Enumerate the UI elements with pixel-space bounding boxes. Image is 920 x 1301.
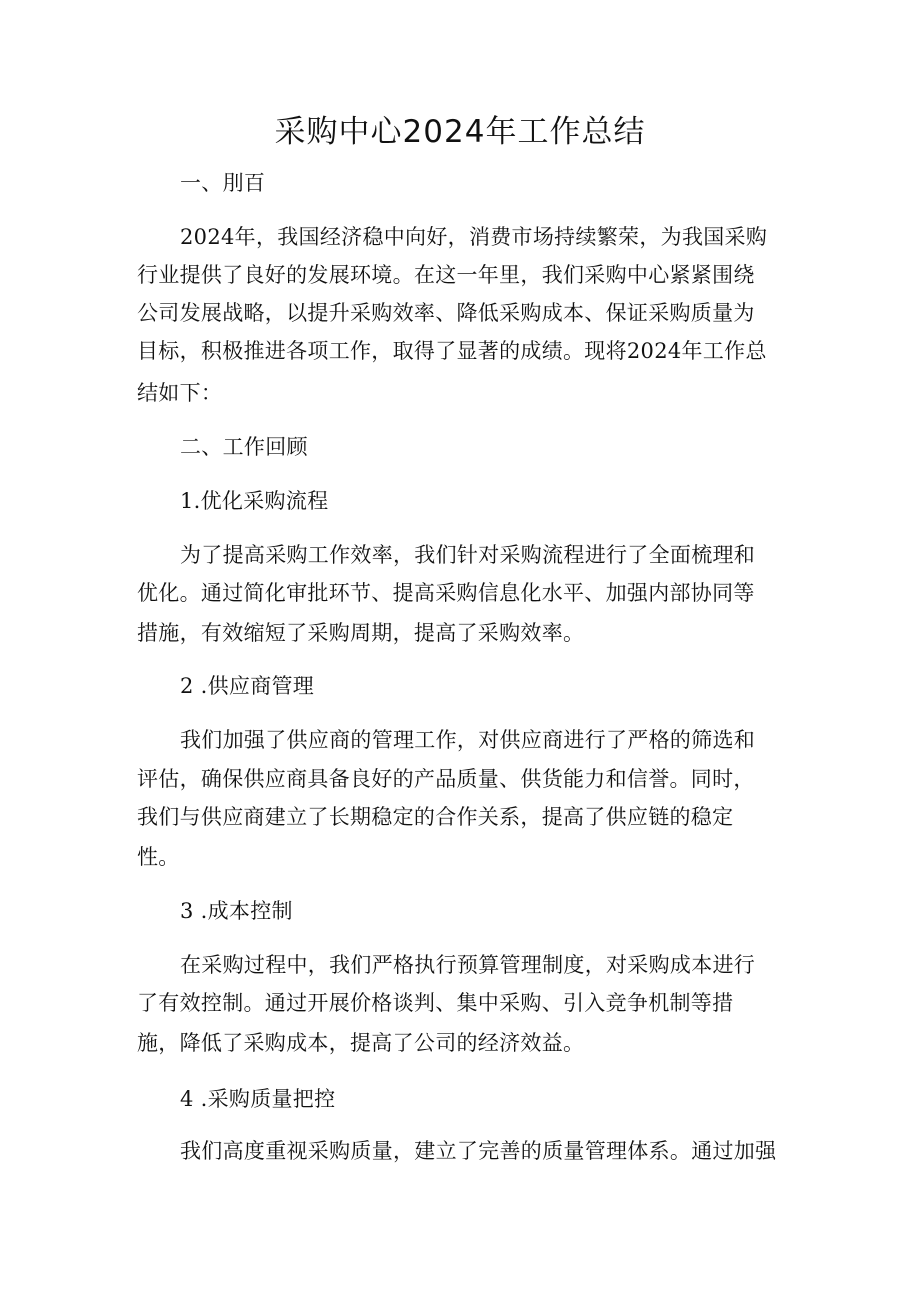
- paragraph-line: 2024年，我国经济稳中向好，消费市场持续繁荣，为我国采购: [180, 225, 768, 249]
- paragraph-line: 评估，确保供应商具备良好的产品质量、供货能力和信誉。同时，: [137, 767, 755, 791]
- paragraph-line: 施，降低了采购成本，提高了公司的经济效益。: [137, 1031, 585, 1055]
- heading-review: 二、工作回顾: [180, 435, 308, 459]
- subheading: 1.优化采购流程: [180, 489, 329, 513]
- paragraph-line: 了有效控制。通过开展价格谈判、集中采购、引入竞争机制等措: [137, 991, 734, 1015]
- paragraph-line: 性。: [137, 845, 180, 869]
- paragraph-line: 结如下：: [137, 381, 223, 405]
- paragraph-line: 行业提供了良好的发展环境。在这一年里，我们采购中心紧紧围绕: [137, 263, 755, 287]
- subheading: 3 .成本控制: [180, 899, 293, 923]
- paragraph-line: 为了提高采购工作效率，我们针对采购流程进行了全面梳理和: [180, 543, 756, 567]
- paragraph-line: 我们高度重视采购质量，建立了完善的质量管理体系。通过加强: [180, 1139, 777, 1163]
- subheading: 4 .采购质量把控: [180, 1087, 336, 1111]
- document-title: 采购中心2024年工作总结: [274, 114, 646, 150]
- paragraph-line: 我们与供应商建立了长期稳定的合作关系，提高了供应链的稳定: [137, 805, 734, 829]
- paragraph-line: 优化。通过简化审批环节、提高采购信息化水平、加强内部协同等: [137, 581, 755, 605]
- paragraph-line: 目标，积极推进各项工作，取得了显著的成绩。现将2024年工作总: [137, 339, 767, 363]
- paragraph-line: 我们加强了供应商的管理工作，对供应商进行了严格的筛选和: [180, 728, 756, 752]
- paragraph-line: 公司发展战略，以提升采购效率、降低采购成本、保证采购质量为: [137, 301, 755, 325]
- subheading: 2 .供应商管理: [180, 674, 315, 698]
- heading-foreword: 一、刖百: [180, 171, 266, 195]
- paragraph-line: 措施，有效缩短了采购周期，提高了采购效率。: [137, 621, 585, 645]
- paragraph-line: 在采购过程中，我们严格执行预算管理制度，对采购成本进行: [180, 953, 756, 977]
